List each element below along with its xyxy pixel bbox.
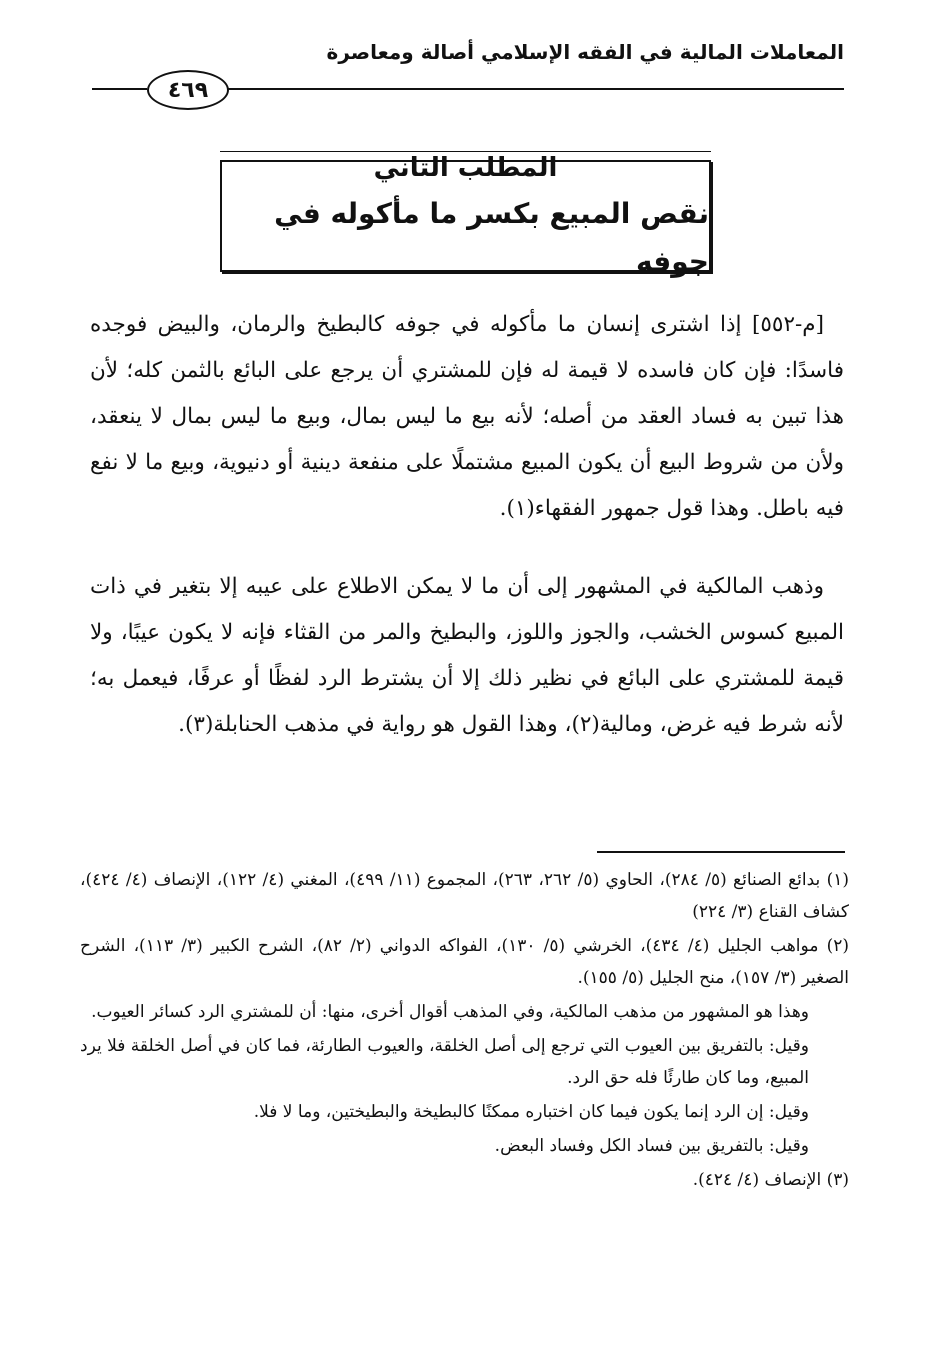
page-number: ٤٦٩ [147,70,229,110]
body-paragraph-2: وذهب المالكية في المشهور إلى أن ما لا يمكن الاطلاع على عيبه إلا بتغير في ذات المبيع كسوس الخشب، والجوز واللوز، والبطيخ والمر من القثاء فإنه لا يكون عيبًا، ولا قيمة للمشتري على البائع في نظير ذلك إلا أن يشترط الرد لفظًا أو عرفًا، فيعمل به؛ لأنه شرط فيه غرض، ومالية(٢)، وهذا القول هو رواية في مذهب الحنابلة(٣). [90,574,844,737]
footnote-2-note-d: وقيل: بالتفريق بين فساد الكل وفساد البعض. [494,1136,809,1156]
section-heading: المطلب الثاني [373,153,558,183]
footnotes [80,864,849,1198]
footnote-2-note-c: وقيل: إن الرد إنما يكون فيما كان اختباره ممكنًا كالبطيخة والبطيختين، وما لا فلا. [253,1102,809,1122]
footnote-1: (١) بدائع الصنائع (٥/ ٢٨٤)، الحاوي (٥/ ٢٦٢، ٢٦٣)، المجموع (١١/ ٤٩٩)، المغني (٤/ ١٢٢)، الإنصاف (٤/ ٤٢٤)، كشاف القناع (٣/ ٢٢٤) [80,870,849,922]
footnote-3: (٣) الإنصاف (٤/ ٤٢٤). [692,1170,849,1190]
footnote-2: (٢) مواهب الجليل (٤/ ٤٣٤)، الخرشي (٥/ ١٣٠)، الفواكه الدواني (٢/ ٨٢)، الشرح الكبير (٣/ ١١٣)، الشرح الصغير (٣/ ١٥٧)، منح الجليل (٥/ ١٥٥). [80,936,849,988]
footnote-separator [597,851,845,853]
section-heading-box [220,153,711,278]
header-rule-left [92,88,147,90]
section-subheading: نقص المبيع بكسر ما مأكوله في جوفه [274,197,709,278]
body-paragraph-1: [م-٥٥٢] إذا اشترى إنسان ما مأكوله في جوفه كالبطيخ والرمان، والبيض فوجده فاسدًا: فإن كان فاسده لا قيمة له فإن للمشتري أن يرجع على البائع بالثمن كله؛ لأن هذا تبين به فساد العقد من أصله؛ لأنه بيع ما ليس بمال، وبيع ما ليس بمال لا ينعقد، ولأن من شروط البيع أن يكون المبيع مشتملًا على منفعة دينية أو دنيوية، وبيع ما لا نفع فيه باطل. وهذا قول جمهور الفقهاء(١). [90,312,844,521]
header-rule [225,88,844,90]
footnote-2-note-a: وهذا هو المشهور من مذهب المالكية، وفي المذهب أقوال أخرى، منها: أن للمشتري الرد كسائر العيوب. [91,1002,809,1022]
footnote-2-note-b: وقيل: بالتفريق بين العيوب التي ترجع إلى أصل الخلقة، والعيوب الطارئة، فما كان في أصل الخلقة فلا يرد المبيع، وما كان طارئًا فله حق الرد. [80,1036,809,1088]
running-header-title: المعاملات المالية في الفقه الإسلامي أصالة ومعاصرة [326,40,844,64]
